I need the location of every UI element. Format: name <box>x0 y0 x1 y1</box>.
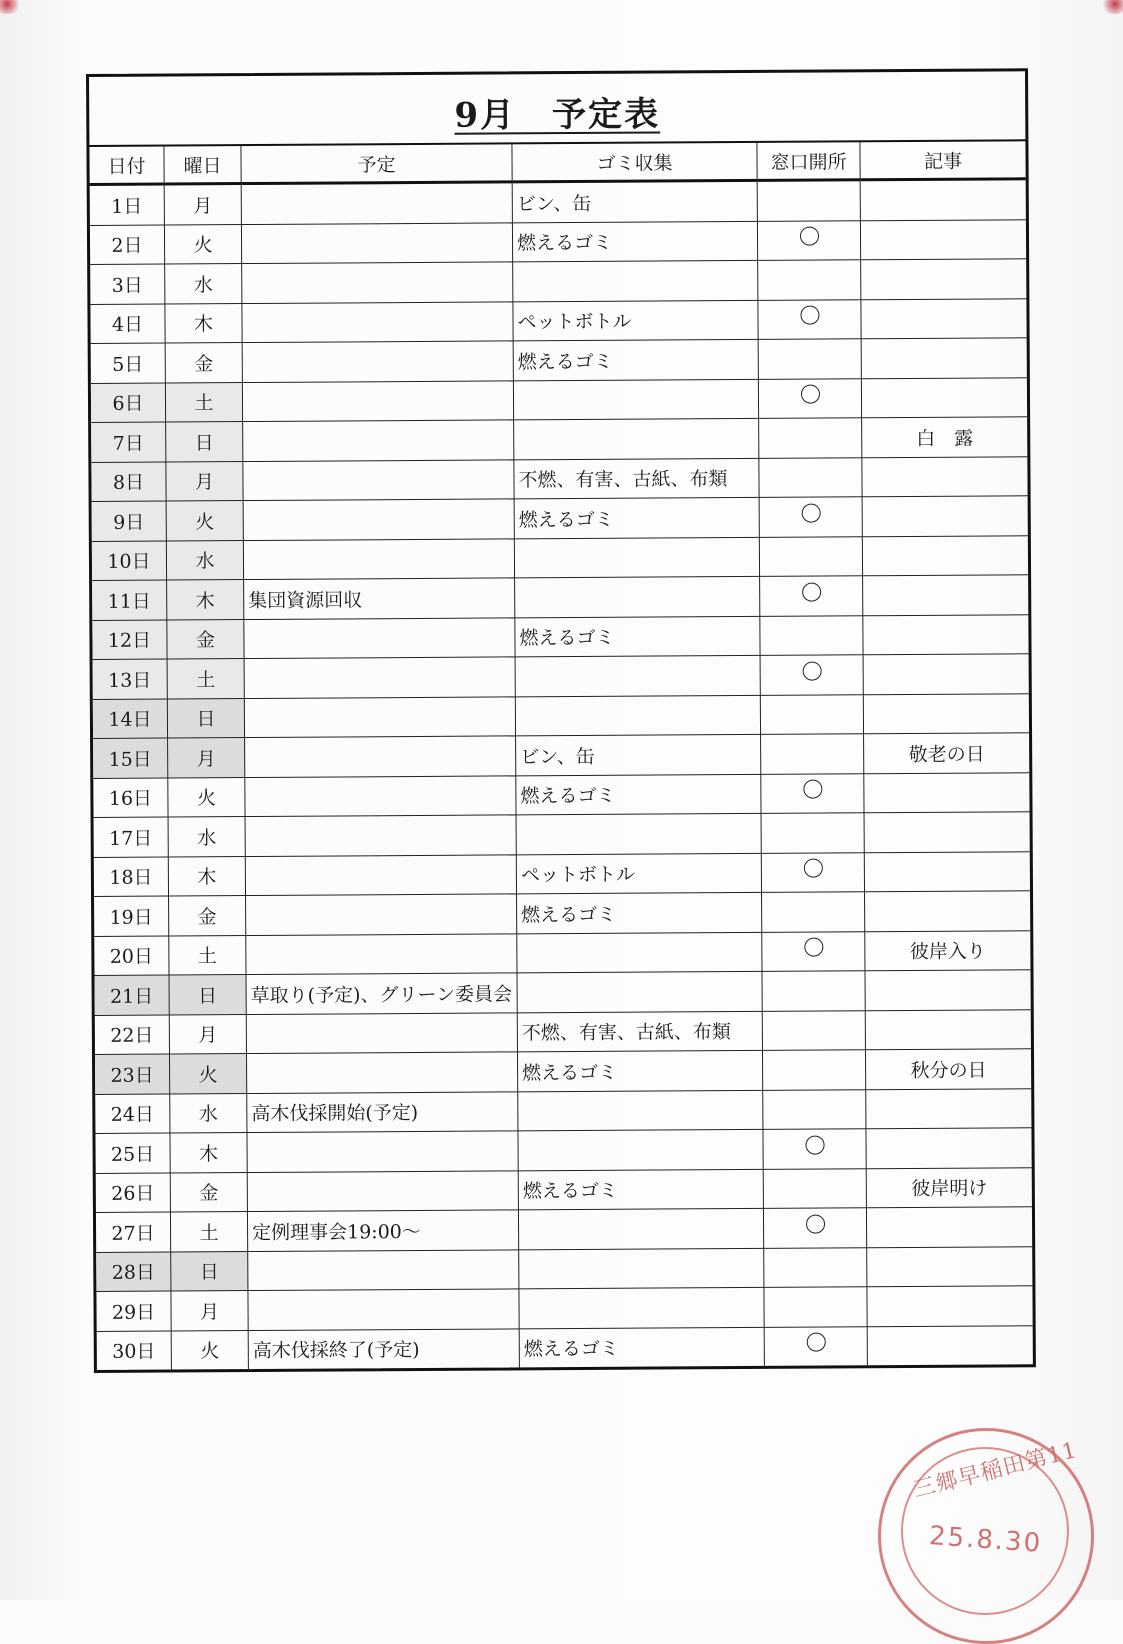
date-cell: 10日 <box>92 541 167 581</box>
note-cell: 彼岸明け <box>866 1167 1032 1208</box>
header-note: 記事 <box>860 141 1026 180</box>
date-cell: 11日 <box>92 580 167 620</box>
note-cell <box>864 812 1030 853</box>
gomi-cell: 不燃、有害、古紙、布類 <box>514 458 759 499</box>
plan-cell <box>245 854 516 895</box>
title-row <box>89 71 1025 147</box>
dow-cell: 日 <box>169 975 246 1015</box>
dow-cell: 金 <box>167 619 244 659</box>
note-cell <box>863 575 1029 616</box>
open-mark-text <box>821 585 822 586</box>
table-row <box>92 535 1028 580</box>
gomi-cell: 燃えるゴミ <box>518 1169 763 1210</box>
plan-cell <box>244 617 515 658</box>
dow-cell: 金 <box>169 896 246 936</box>
open-mark-text <box>819 308 820 309</box>
window-cell <box>762 1050 865 1090</box>
dow-cell: 水 <box>170 1093 247 1133</box>
date-cell: 30日 <box>97 1331 172 1370</box>
table-row <box>91 456 1027 501</box>
dow-cell: 水 <box>165 264 242 304</box>
dow-cell: 木 <box>167 580 244 620</box>
table-row <box>93 693 1029 738</box>
page-title: 9月 予定表 <box>454 93 661 136</box>
window-cell <box>758 260 861 300</box>
open-mark-text <box>824 1138 825 1139</box>
approval-stamp <box>878 1428 1094 1644</box>
table-row <box>93 654 1029 699</box>
note-cell <box>862 535 1028 576</box>
table-row <box>93 772 1029 817</box>
date-cell: 23日 <box>95 1054 170 1094</box>
schedule-body <box>90 179 1033 1370</box>
date-cell: 2日 <box>90 225 165 265</box>
dow-cell: 水 <box>166 540 243 580</box>
date-cell: 25日 <box>95 1133 170 1173</box>
plan-cell <box>243 538 514 579</box>
table-row <box>95 1049 1031 1094</box>
window-cell <box>758 378 861 418</box>
table-row <box>96 1207 1032 1252</box>
dow-cell: 月 <box>168 738 245 778</box>
plan-cell <box>242 301 513 342</box>
dow-cell: 土 <box>165 382 242 422</box>
window-cell <box>758 339 861 379</box>
date-cell: 26日 <box>96 1173 171 1213</box>
plan-cell <box>241 182 512 224</box>
table-row <box>95 970 1031 1015</box>
dow-cell: 日 <box>167 698 244 738</box>
window-cell <box>760 655 863 695</box>
open-circle-icon <box>802 582 821 601</box>
plan-cell: 集団資源回収 <box>244 578 515 619</box>
dow-cell: 月 <box>169 1014 246 1054</box>
note-cell <box>863 614 1029 655</box>
window-cell <box>763 1129 866 1169</box>
plan-cell <box>248 1249 519 1290</box>
date-cell: 5日 <box>91 343 166 383</box>
open-mark-text <box>819 387 820 388</box>
date-cell: 15日 <box>93 738 168 778</box>
table-row <box>91 417 1027 462</box>
plan-cell: 高木伐採終了(予定) <box>248 1328 519 1369</box>
plan-cell <box>242 380 513 421</box>
plan-cell <box>246 1052 517 1093</box>
dow-cell: 土 <box>167 659 244 699</box>
plan-cell <box>245 815 516 856</box>
window-cell <box>761 773 864 813</box>
open-circle-icon <box>803 859 822 878</box>
window-cell <box>757 220 860 260</box>
gomi-cell <box>515 576 760 617</box>
gomi-cell <box>513 260 758 301</box>
note-cell <box>860 179 1026 221</box>
dow-cell: 月 <box>164 184 241 225</box>
note-cell <box>867 1246 1033 1287</box>
open-circle-icon <box>805 1135 824 1154</box>
stamp-org-text: 三郷早稲田第11 <box>910 1437 1081 1503</box>
window-cell <box>760 615 863 655</box>
open-circle-icon <box>804 938 823 957</box>
open-circle-icon <box>802 661 821 680</box>
open-circle-icon <box>801 503 820 522</box>
window-cell <box>761 813 864 853</box>
date-cell: 24日 <box>95 1094 170 1134</box>
table-row <box>94 930 1030 975</box>
date-cell: 12日 <box>92 620 167 660</box>
header-plan: 予定 <box>241 144 512 183</box>
date-cell: 13日 <box>93 659 168 699</box>
date-cell: 28日 <box>96 1252 171 1292</box>
open-mark-text <box>824 1217 825 1218</box>
dow-cell: 月 <box>166 461 243 501</box>
window-cell <box>757 180 860 221</box>
dow-cell: 土 <box>169 935 246 975</box>
plan-cell <box>246 894 517 935</box>
gomi-cell: 燃えるゴミ <box>516 774 761 815</box>
plan-cell <box>246 933 517 974</box>
gomi-cell <box>518 1090 763 1131</box>
plan-cell <box>247 1131 518 1172</box>
table-row <box>90 219 1026 264</box>
plan-cell <box>245 736 516 777</box>
note-cell <box>866 1088 1032 1129</box>
window-cell <box>764 1247 867 1287</box>
dow-cell: 木 <box>165 303 242 343</box>
note-cell <box>861 377 1027 418</box>
date-cell: 14日 <box>93 699 168 739</box>
dow-cell: 金 <box>170 1172 247 1212</box>
dow-cell: 土 <box>170 1212 247 1252</box>
note-cell <box>867 1325 1033 1365</box>
date-cell: 16日 <box>93 778 168 818</box>
gomi-cell <box>518 1129 763 1170</box>
note-cell <box>861 338 1027 379</box>
gomi-cell <box>519 1287 764 1328</box>
date-cell: 19日 <box>94 896 169 936</box>
window-cell <box>764 1326 867 1366</box>
gomi-cell <box>513 379 758 420</box>
plan-cell <box>241 222 512 263</box>
window-cell <box>762 971 865 1011</box>
date-cell: 1日 <box>90 184 165 225</box>
date-cell: 18日 <box>94 857 169 897</box>
open-mark-text <box>823 940 824 941</box>
note-cell: 彼岸入り <box>865 930 1031 971</box>
table-row <box>96 1246 1032 1291</box>
open-mark-text <box>822 782 823 783</box>
open-mark-text <box>820 506 821 507</box>
schedule-sheet <box>86 68 1036 1373</box>
date-cell: 7日 <box>91 422 166 462</box>
date-cell: 27日 <box>96 1212 171 1252</box>
table-row <box>94 812 1030 857</box>
gomi-cell <box>519 1248 764 1289</box>
gomi-cell: 燃えるゴミ <box>512 221 757 262</box>
table-row <box>94 851 1030 896</box>
gomi-cell <box>517 932 762 973</box>
date-cell: 21日 <box>95 975 170 1015</box>
table-row <box>96 1286 1032 1331</box>
note-cell <box>863 693 1029 734</box>
table-row <box>95 1009 1031 1054</box>
window-cell <box>762 1010 865 1050</box>
window-cell <box>760 576 863 616</box>
gomi-cell: ビン、缶 <box>512 180 757 222</box>
table-row <box>97 1325 1033 1370</box>
table-row <box>95 1128 1031 1173</box>
dow-cell: 火 <box>168 777 245 817</box>
note-cell <box>862 496 1028 537</box>
open-circle-icon <box>805 1214 824 1233</box>
table-row <box>92 496 1028 541</box>
window-cell <box>764 1287 867 1327</box>
dow-cell: 火 <box>171 1330 248 1369</box>
window-cell <box>759 418 862 458</box>
date-cell: 9日 <box>92 501 167 541</box>
header-gomi: ゴミ収集 <box>512 143 757 182</box>
plan-cell <box>243 499 514 540</box>
gomi-cell: 燃えるゴミ <box>515 616 760 657</box>
window-cell <box>763 1089 866 1129</box>
table-row <box>96 1167 1032 1212</box>
window-cell <box>763 1168 866 1208</box>
table-row <box>91 377 1027 422</box>
table-row <box>92 575 1028 620</box>
gomi-cell: ビン、缶 <box>516 734 761 775</box>
date-cell: 17日 <box>94 817 169 857</box>
plan-cell <box>243 420 514 461</box>
gomi-cell: ペットボトル <box>516 853 761 894</box>
open-mark-text <box>821 664 822 665</box>
note-cell <box>867 1286 1033 1327</box>
dow-cell: 火 <box>164 224 241 264</box>
gomi-cell: 燃えるゴミ <box>517 892 762 933</box>
dow-cell: 火 <box>166 501 243 541</box>
open-circle-icon <box>806 1333 825 1352</box>
open-mark-text <box>825 1335 826 1336</box>
note-cell <box>861 259 1027 300</box>
table-row <box>90 259 1026 304</box>
plan-cell: 高木伐採開始(予定) <box>247 1091 518 1132</box>
plan-cell <box>247 1170 518 1211</box>
date-cell: 4日 <box>90 304 165 344</box>
plan-cell <box>248 1289 519 1330</box>
table-row <box>90 179 1026 225</box>
table-row <box>92 614 1028 659</box>
note-cell <box>865 891 1031 932</box>
open-mark-text <box>822 861 823 862</box>
header-row <box>89 141 1025 184</box>
header-window: 窓口開所 <box>757 142 860 180</box>
note-cell <box>862 456 1028 497</box>
note-cell <box>864 772 1030 813</box>
date-cell: 29日 <box>96 1291 171 1331</box>
gomi-cell <box>515 695 760 736</box>
open-circle-icon <box>803 780 822 799</box>
plan-cell <box>243 459 514 500</box>
table-row <box>95 1088 1031 1133</box>
table-row <box>94 891 1030 936</box>
dow-cell: 日 <box>166 422 243 462</box>
plan-cell <box>244 696 515 737</box>
dow-cell: 水 <box>168 817 245 857</box>
window-cell <box>762 931 865 971</box>
open-circle-icon <box>800 385 819 404</box>
dow-cell: 火 <box>169 1054 246 1094</box>
schedule-table <box>89 141 1032 1370</box>
gomi-cell: 燃えるゴミ <box>519 1327 764 1367</box>
note-cell <box>864 851 1030 892</box>
gomi-cell: 燃えるゴミ <box>517 1050 762 1091</box>
gomi-cell <box>515 655 760 696</box>
dow-cell: 日 <box>171 1251 248 1291</box>
window-cell <box>760 694 863 734</box>
open-mark-text <box>818 229 819 230</box>
dow-cell: 木 <box>168 856 245 896</box>
note-cell <box>860 219 1026 260</box>
gomi-cell <box>517 971 762 1012</box>
header-dow: 曜日 <box>164 146 241 184</box>
table-row <box>93 733 1029 778</box>
window-cell <box>759 457 862 497</box>
window-cell <box>759 497 862 537</box>
plan-cell: 草取り(予定)、グリーン委員会 <box>246 973 517 1014</box>
stamp-date: 25.8.30 <box>928 1521 1044 1559</box>
gomi-cell: 不燃、有害、古紙、布類 <box>517 1011 762 1052</box>
note-cell: 秋分の日 <box>865 1049 1031 1090</box>
note-cell: 白 露 <box>862 417 1028 458</box>
gomi-cell: 燃えるゴミ <box>514 497 759 538</box>
note-cell <box>863 654 1029 695</box>
gomi-cell: ペットボトル <box>513 300 758 341</box>
note-cell <box>865 1009 1031 1050</box>
date-cell: 22日 <box>95 1015 170 1055</box>
gomi-cell <box>514 418 759 459</box>
table-row <box>90 298 1026 343</box>
plan-cell <box>242 262 513 303</box>
window-cell <box>762 892 865 932</box>
window-cell <box>761 734 864 774</box>
table-row <box>91 338 1027 383</box>
note-cell <box>866 1207 1032 1248</box>
plan-cell <box>245 775 516 816</box>
plan-cell <box>242 341 513 382</box>
window-cell <box>763 1208 866 1248</box>
date-cell: 3日 <box>90 264 165 304</box>
note-cell: 敬老の日 <box>864 733 1030 774</box>
window-cell <box>761 852 864 892</box>
note-cell <box>865 970 1031 1011</box>
note-cell <box>861 298 1027 339</box>
window-cell <box>759 536 862 576</box>
note-cell <box>866 1128 1032 1169</box>
header-date: 日付 <box>89 147 164 185</box>
open-circle-icon <box>800 306 819 325</box>
dow-cell: 金 <box>165 343 242 383</box>
open-circle-icon <box>799 227 818 246</box>
date-cell: 20日 <box>94 936 169 976</box>
gomi-cell <box>516 813 761 854</box>
window-cell <box>758 299 861 339</box>
date-cell: 8日 <box>91 462 166 502</box>
gomi-cell <box>518 1208 763 1249</box>
plan-cell <box>244 657 515 698</box>
dow-cell: 木 <box>170 1133 247 1173</box>
plan-cell <box>246 1012 517 1053</box>
date-cell: 6日 <box>91 383 166 423</box>
dow-cell: 月 <box>171 1291 248 1331</box>
gomi-cell <box>514 537 759 578</box>
gomi-cell: 燃えるゴミ <box>513 339 758 380</box>
plan-cell: 定例理事会19:00～ <box>247 1210 518 1251</box>
